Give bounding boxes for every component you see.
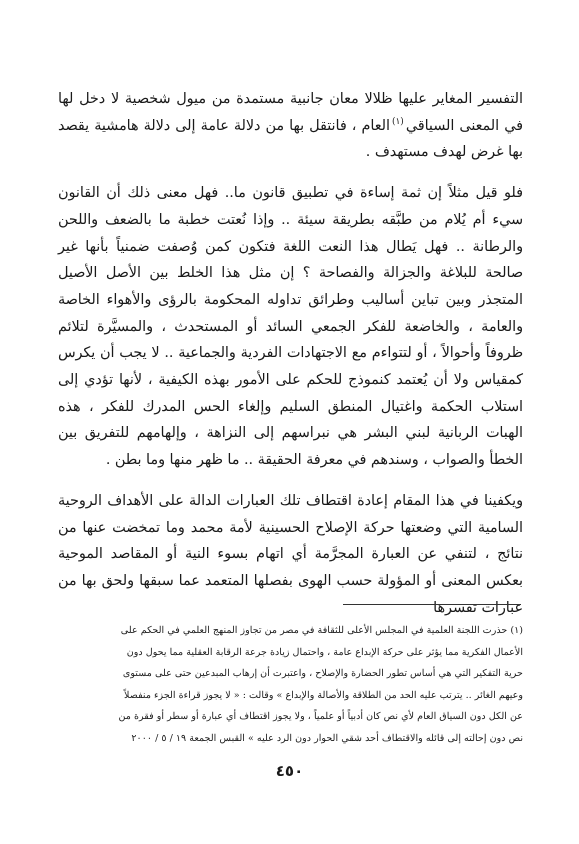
main-text [58, 86, 523, 621]
footnote-line-4: وعيهم الغائر .. يترتب عليه الحد من الطلاقة والأصالة والإبداع » وقالت : « لا يجوز قراءة الجزء منفصلاً [124, 689, 523, 701]
paragraph-1-text-b: العام ، فانتقل بها من دلالة عامة إلى دلالة هامشية يقصد بها غرض لهدف مستهدف . [58, 117, 523, 161]
footnote [58, 620, 523, 749]
footnote-line-5: عن الكل دون السياق العام لأي نص كان أدبياً أو علمياً ، ولا يجوز اقتطاف أي عبارة أو سطر أو فقرة من [118, 711, 523, 722]
footnote-line-3: حرية التفكير التي هي أساس تطور الحضارة والإصلاح ، واعتبرت أن إرهاب المبدعين حتى على مستوى [122, 668, 523, 679]
footnote-line-6: نص دون إحالته إلى قائله والاقتطاف أحد شقي الحوار دون الرد عليه » القبس الجمعة ١٩ / ٥ / ٢٠٠٠ [131, 732, 523, 744]
page-number: ٤٥٠ [275, 762, 304, 780]
paragraph-2: فلو قيل مثلاً إن ثمة إساءة في تطبيق قانون ما.. فهل معنى ذلك أن القانون سيء أم يُلام من طبَّقه بطريقة سيئة .. وإذا نُعتت خطبة ما بالضعف واللحن والرطانة .. فهل يَطال هذا النعت اللغة فتكون كمن وُصفت ضمنياً بأنها غير صالحة للبلاغة والجزالة والفصاحة ؟ إن مثل هذا الخلط بين الأصل الأصيل المتجذر وبين تباين أساليب وطرائق تداوله المحكومة بالرؤى والأهواء الخاصة والعامة ، والخاضعة للفكر الجمعي السائد أو المستحدث ، والمسيَّرة لتلائم ظروفاً وأحوالاً ، أو لتتواءم مع الاجتهادات الفردية والجماعية .. لا يجب أن يكرس كمقياس ولا أن يُعتمد كنموذج للحكم على الأمور بهذه الكيفية ، لأنها تؤدي إلى استلاب الحكمة واغتيال المنطق السليم وإلغاء الحس المدرك للفكر ، هذه الهبات الربانية لبني البشر هي نبراسهم إلى النزاهة ، وإلهامهم للتفريق بين الخطأ والصواب ، وسندهم في معرفة الحقيقة .. ما ظهر منها وما بطن . [58, 185, 523, 469]
footnote-divider [343, 604, 521, 605]
footnote-reference: (١) [391, 116, 404, 127]
footnote-line-1: (١) حذرت اللجنة العلمية في المجلس الأعلى للثقافة في مصر من تجاوز المنهج العلمي في الحكم على [120, 625, 523, 636]
footnote-line-2: الأعمال الفكرية مما يؤثر على حركة الإبداع عامة ، واحتمال زيادة جرعة الرقابة العقلية مما يحول دون [126, 646, 523, 658]
paragraph-3: ويكفينا في هذا المقام إعادة اقتطاف تلك العبارات الدالة على الأهداف الروحية السامية التي وضعتها حركة الإصلاح الحسينية لأمة محمد وما تمخضت عنها من نتائج ، لتنفي عن العبارة المجرَّمة أي اتهام بسوء النية أو المقاصد الموحية بعكس المعنى أو المؤولة حسب الهوى بفصلها المتعمد عما سبقها ولحق بها من عبارات تفسرها [58, 492, 523, 616]
paragraph-1-text-a: التفسير المغاير عليها ظلالا معان جانبية مستمدة من ميول شخصية لا دخل لها في المعنى السياقي [58, 91, 523, 134]
paragraph-1 [58, 86, 523, 166]
